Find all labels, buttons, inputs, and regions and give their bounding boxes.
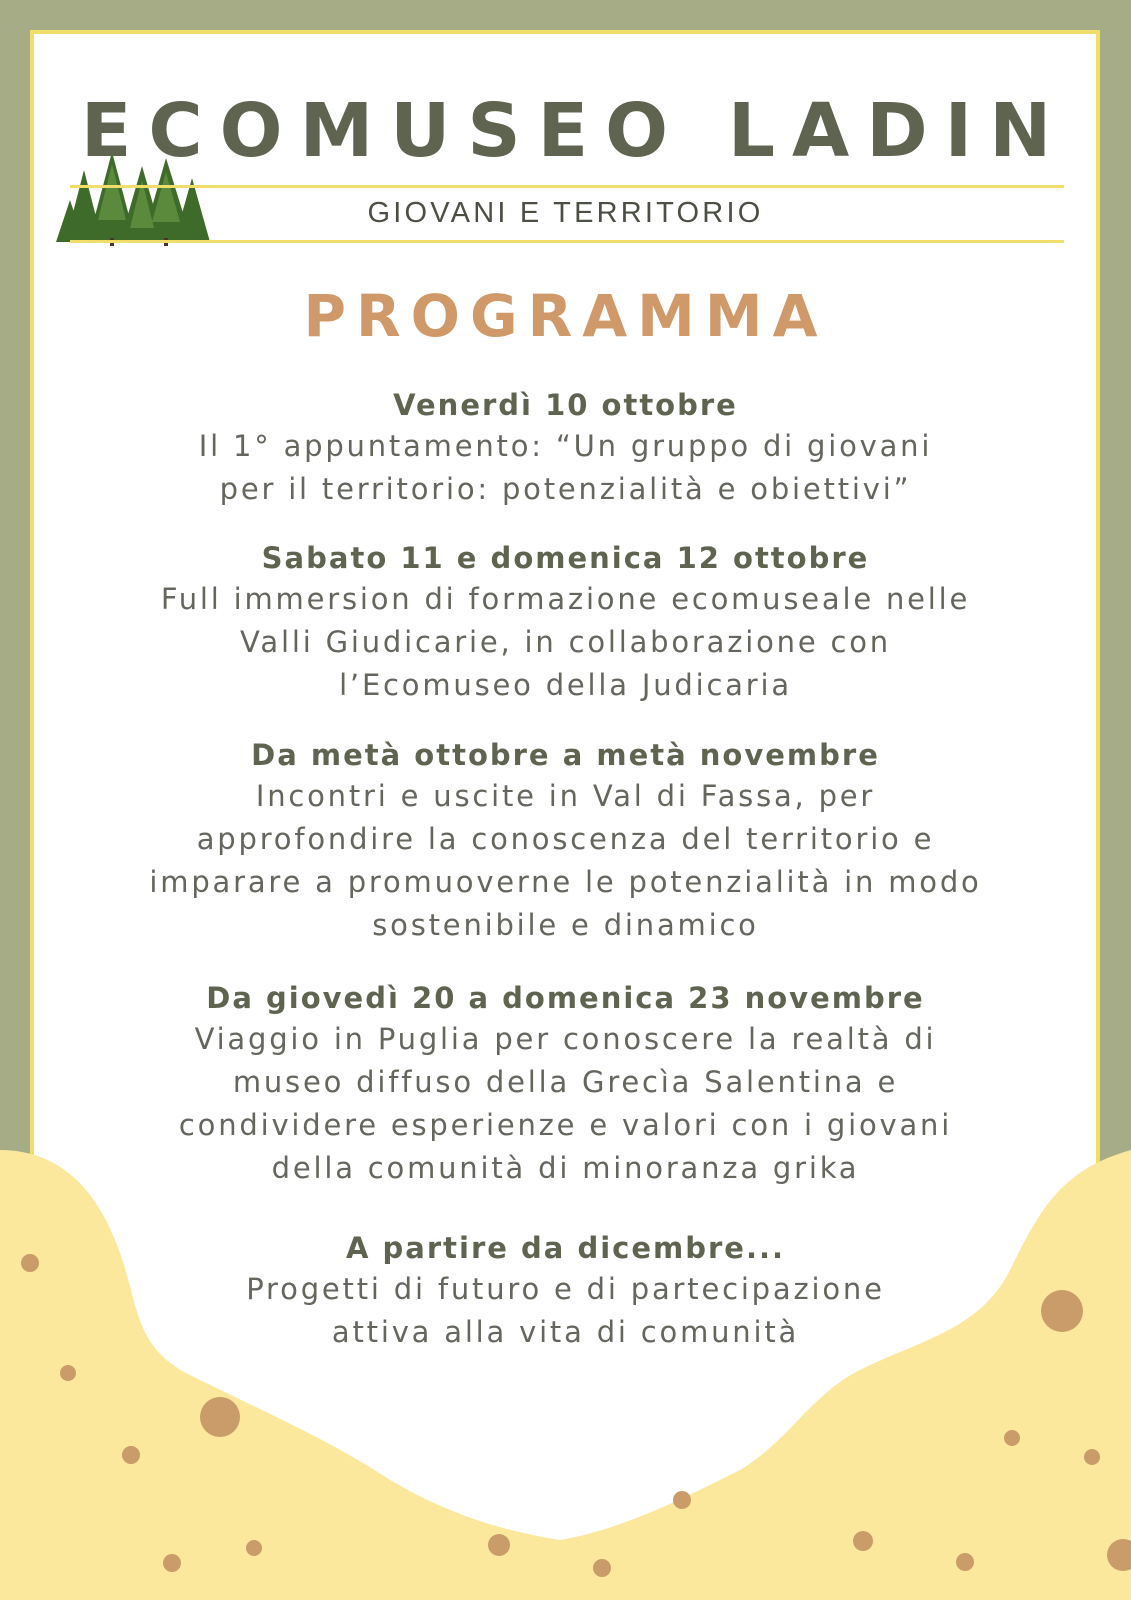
poster-title: ECOMUSEO LADIN	[80, 88, 1069, 174]
event-description: Progetti di futuro e di partecipazione attiva alla vita di comunità	[246, 1272, 885, 1349]
event-date: Da metà ottobre a metà novembre	[251, 738, 880, 772]
event-item	[40, 538, 1091, 707]
poster-subtitle: GIOVANI E TERRITORIO	[367, 197, 764, 229]
title-divider-bottom	[70, 240, 1064, 243]
event-description: Full immersion di formazione ecomuseale nelle Valli Giudicarie, in collaborazione con l’Ecomuseo della Judicaria	[160, 582, 971, 702]
event-item	[40, 1228, 1091, 1354]
event-item	[40, 978, 1091, 1190]
event-description: Il 1° appuntamento: “Un gruppo di giovani per il territorio: potenzialità e obiettivi”	[198, 429, 933, 506]
event-date: A partire da dicembre...	[345, 1231, 786, 1265]
title-divider-top	[70, 185, 1064, 188]
event-description: Viaggio in Puglia per conoscere la realtà di museo diffuso della Grecìa Salentina e condividere esperienze e valori con i giovani della comunità di minoranza grika	[178, 1022, 953, 1185]
program-heading: PROGRAMMA	[303, 282, 828, 350]
event-item	[40, 735, 1091, 947]
event-date: Sabato 11 e domenica 12 ottobre	[261, 541, 870, 575]
event-description: Incontri e uscite in Val di Fassa, per approfondire la conoscenza del territorio e imparare a promuoverne le potenzialità in modo sostenibile e dinamico	[149, 779, 982, 942]
event-date: Venerdì 10 ottobre	[393, 388, 738, 422]
event-date: Da giovedì 20 a domenica 23 novembre	[206, 981, 925, 1015]
event-item	[40, 385, 1091, 511]
